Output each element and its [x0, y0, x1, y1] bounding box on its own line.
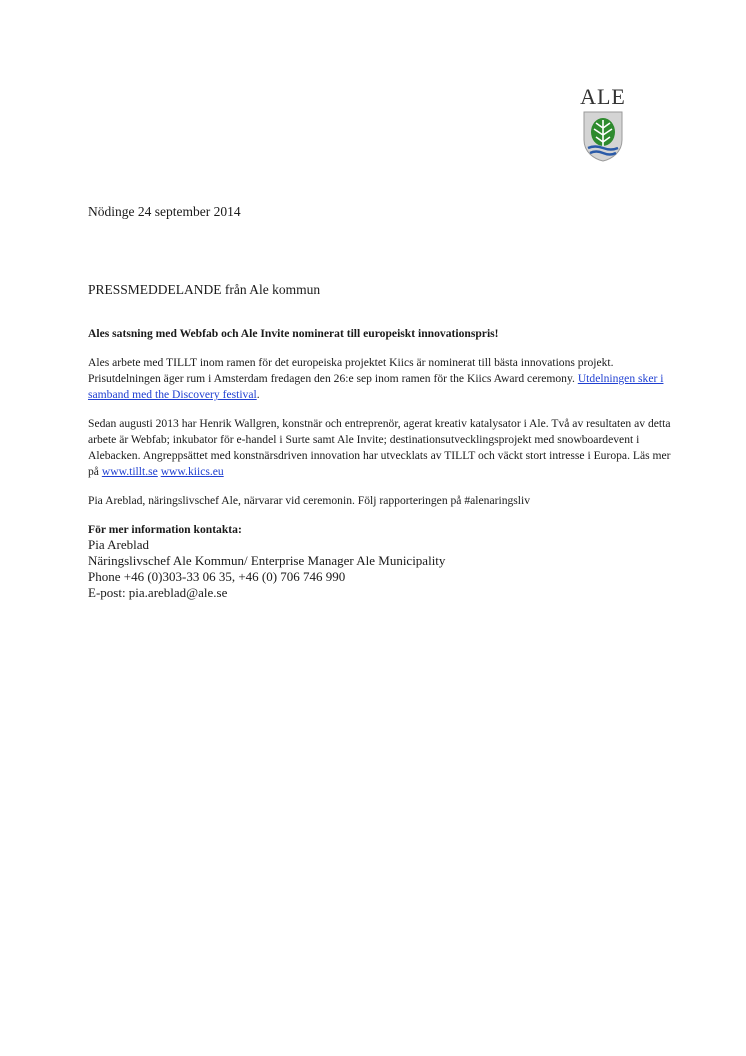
ale-logo: [578, 86, 628, 162]
paragraph-ceremony: Pia Areblad, näringslivschef Ale, närvarar vid ceremonin. Följ rapporteringen på #alenaringsliv: [88, 494, 531, 507]
press-heading: PRESSMEDDELANDE från Ale kommun: [88, 282, 321, 297]
tillt-link[interactable]: www.tillt.se: [101, 465, 158, 478]
paragraph-background: [88, 416, 678, 480]
press-release-body: [88, 326, 678, 551]
document-date: Nödinge 24 september 2014: [88, 204, 241, 219]
logo-text: ALE: [580, 84, 626, 109]
contact-email: E-post: pia.areblad@ale.se: [88, 585, 228, 600]
contact-block: [88, 537, 445, 601]
paragraph-nomination-end: .: [256, 388, 260, 401]
contact-phone: Phone +46 (0)303-33 06 35, +46 (0) 706 746 990: [88, 569, 346, 584]
kiics-link[interactable]: www.kiics.eu: [160, 465, 224, 478]
contact-title: Näringslivschef Ale Kommun/ Enterprise Manager Ale Municipality: [88, 553, 446, 568]
ale-shield-icon: [582, 110, 624, 162]
paragraph-background-text: Sedan augusti 2013 har Henrik Wallgren, konstnär och entreprenör, agerat kreativ katalysator i Ale. Två av resultaten av detta arbete är Webfab; inkubator för e-handel i Surte samt Ale Invite; destinationsutvecklingsprojekt med snowboardevent i Alebacken. Angreppsättet med konstnärsdriven innovation har utvecklats av TILLT och väckt stort intresse i Europa. Läs mer på: [88, 417, 671, 478]
contact-name: Pia Areblad: [88, 537, 150, 552]
contact-heading: För mer information kontakta:: [88, 523, 242, 536]
paragraph-nomination-text: Ales arbete med TILLT inom ramen för det europeiska projektet Kiics är nominerat till bästa innovations projekt. Prisutdelningen äger rum i Amsterdam fredagen den 26:e sep inom ramen för the Kiics Award ceremony.: [88, 356, 614, 385]
paragraph-nomination: [88, 355, 678, 403]
discovery-festival-link[interactable]: Utdelningen sker i samband med the Discovery festival: [88, 372, 664, 401]
headline: Ales satsning med Webfab och Ale Invite nominerat till europeiskt innovationspris!: [88, 327, 499, 340]
